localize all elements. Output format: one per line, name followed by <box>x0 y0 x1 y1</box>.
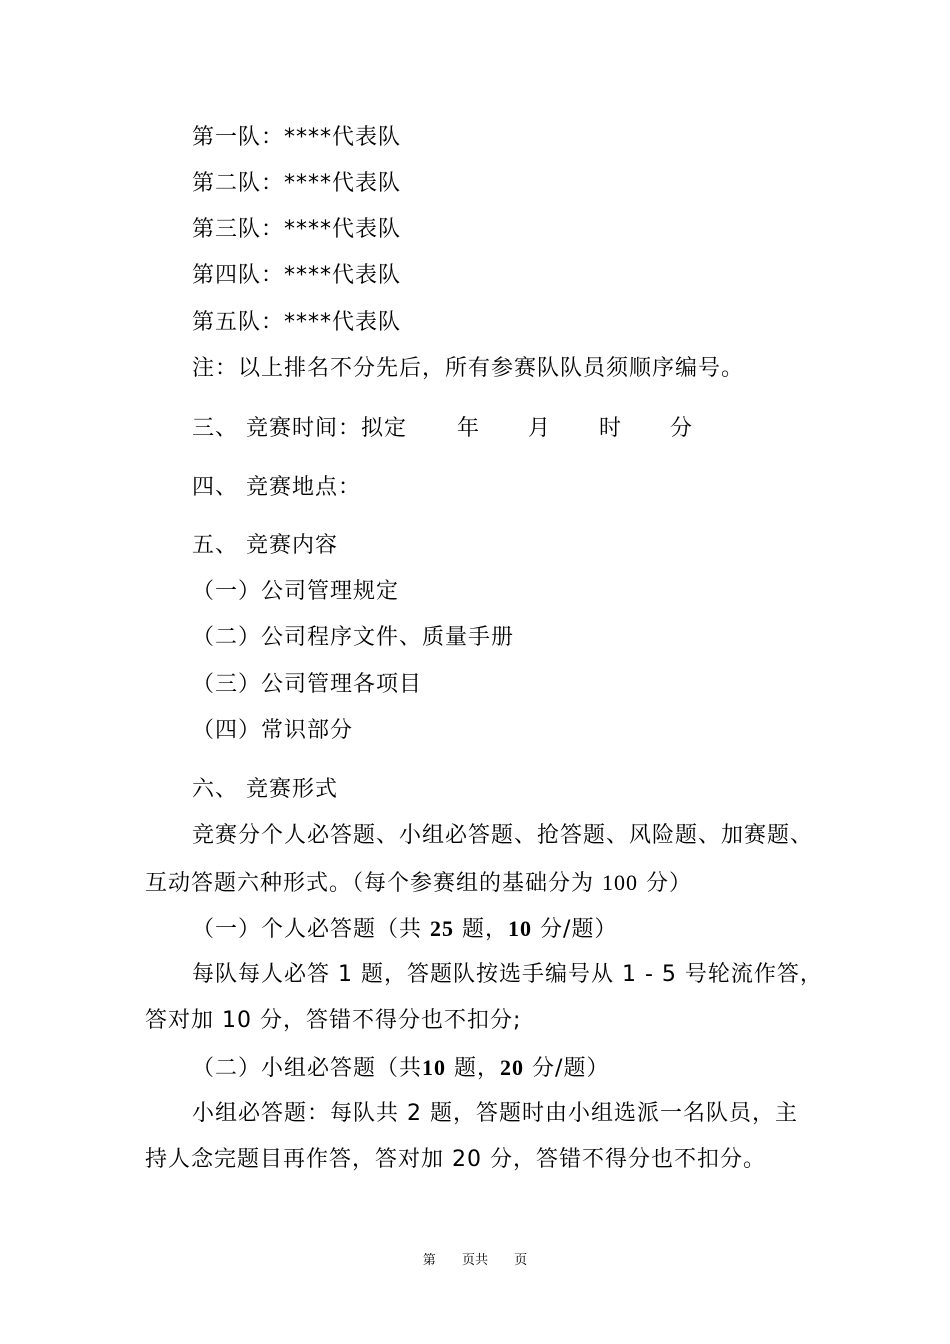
page-footer <box>0 1252 950 1270</box>
base-score: 100 <box>602 870 639 895</box>
intro-text: 互动答题六种形式。（每个参赛组的基础分为 <box>145 871 595 896</box>
team-line-5: 第五队：****代表队 <box>192 310 402 335</box>
individual-heading-mid: 题， <box>462 917 509 942</box>
content-item-3: （三）公司管理各项目 <box>192 672 423 697</box>
individual-heading-text: （一）个人必答题（共 <box>192 917 423 942</box>
footer-page-mid: 页共 <box>461 1253 488 1268</box>
group-points: 20 <box>500 1055 525 1080</box>
team-line-1: 第一队：****代表队 <box>192 125 402 150</box>
group-desc-line-2: 持人念完题目再作答，答对加 20 分，答错不得分也不扣分。 <box>145 1147 766 1172</box>
group-heading-mid: 题， <box>454 1056 501 1081</box>
content-heading: 五、 竞赛内容 <box>192 533 338 558</box>
group-heading-end: 分/题） <box>532 1056 610 1081</box>
time-hour: 时 <box>599 416 623 441</box>
footer-page-label: 第 <box>422 1253 436 1268</box>
individual-points: 10 <box>508 916 533 941</box>
time-label: 三、 竞赛时间：拟定 <box>192 416 407 441</box>
content-item-1: （一）公司管理规定 <box>192 579 400 604</box>
group-desc-line-1: 小组必答题：每队共 2 题，答题时由小组选派一名队员，主 <box>192 1101 798 1126</box>
individual-heading <box>192 915 617 944</box>
competition-location-line: 四、 竞赛地点： <box>192 475 361 500</box>
competition-time-line <box>192 415 693 443</box>
format-intro-line-1: 竞赛分个人必答题、小组必答题、抢答题、风险题、加赛题、 <box>192 823 814 848</box>
individual-desc-line-2: 答对加 10 分，答错不得分也不扣分; <box>145 1008 522 1033</box>
individual-count: 25 <box>430 916 455 941</box>
time-year: 年 <box>457 416 481 441</box>
format-heading: 六、 竞赛形式 <box>192 777 338 802</box>
format-intro-line-2 <box>145 869 692 898</box>
footer-page-end: 页 <box>514 1253 528 1268</box>
team-line-2: 第二队：****代表队 <box>192 171 402 196</box>
individual-desc-line-1: 每队每人必答 1 题，答题队按选手编号从 1 - 5 号轮流作答， <box>192 962 823 987</box>
group-heading <box>192 1054 609 1083</box>
content-item-2: （二）公司程序文件、质量手册 <box>192 625 515 650</box>
group-count: 10 <box>422 1055 447 1080</box>
time-month: 月 <box>528 416 552 441</box>
group-heading-text: （二）小组必答题（共 <box>192 1056 423 1081</box>
content-item-4: （四）常识部分 <box>192 718 354 743</box>
note-line: 注：以上排名不分先后，所有参赛队队员须顺序编号。 <box>192 356 745 381</box>
individual-heading-end: 分/题） <box>540 917 618 942</box>
time-minute: 分 <box>670 416 694 441</box>
intro-text-end: 分） <box>646 871 693 896</box>
team-line-4: 第四队：****代表队 <box>192 263 402 288</box>
team-line-3: 第三队：****代表队 <box>192 217 402 242</box>
